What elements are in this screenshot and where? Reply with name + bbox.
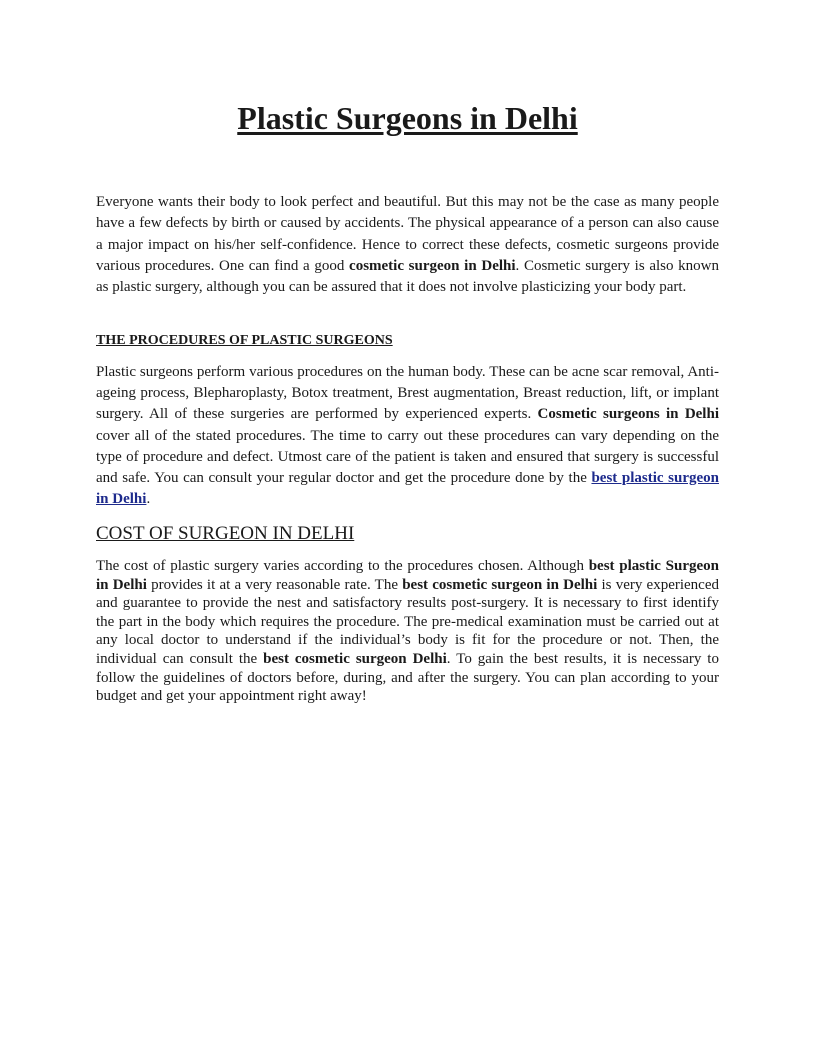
intro-text-2: . Cosmetic surgery is also known as plastic surgery, although you can be assured that it does not involve plasticizing your body part. — [96, 257, 720, 296]
cost-bold-best-cosmetic-surgeon-delhi: best cosmetic surgeon Delhi — [263, 650, 447, 667]
procedures-bold-cosmetic-surgeons: Cosmetic surgeons in Delhi — [537, 406, 719, 423]
procedures-text-2: cover all of the stated procedures. The time to carry out these procedures can vary depending on the type of procedure and defect. Utmost care of the patient is taken and ensured that surgery is successful and safe. You can consult your regular doctor and get the procedure done by the — [96, 427, 719, 487]
cost-text-4: . To gain the best results, it is necessary to follow the guidelines of doctors before, during, and after the surgery. You can plan according to your budget and get your appointment right away! — [96, 650, 719, 705]
cost-bold-best-plastic-surgeon: best plastic Surgeon in Delhi — [96, 558, 720, 593]
intro-bold-cosmetic-surgeon: cosmetic surgeon in Delhi — [349, 257, 516, 274]
cost-text-3: is very experienced and guarantee to provide the nest and satisfactory results post-surgery. It is necessary to first identify the part in the body which requires the procedure. The pre-medical examination must be carried out at any local doctor to understand if the individual’s body is fit for the procedure or not. Then, the individual can consult the — [96, 576, 719, 667]
cost-text-1: The cost of plastic surgery varies according to the procedures chosen. Although — [96, 558, 589, 574]
procedures-paragraph — [96, 362, 719, 510]
procedures-heading: THE PROCEDURES OF PLASTIC SURGEONS — [96, 333, 393, 348]
cost-bold-best-cosmetic-surgeon: best cosmetic surgeon in Delhi — [402, 576, 598, 593]
cost-paragraph — [96, 557, 719, 706]
intro-text-1: Everyone wants their body to look perfect and beautiful. But this may not be the case as many people have a few defects by birth or caused by accidents. The physical appearance of a person can also cause a major impact on his/her self-confidence. Hence to correct these defects, cosmetic surgeons provide various procedures. One can find a good — [96, 194, 719, 274]
procedures-text-3: . — [146, 491, 151, 508]
cost-text-2: provides it at a very reasonable rate. The — [146, 576, 403, 593]
intro-paragraph — [96, 192, 719, 298]
cost-heading: COST OF SURGEON IN DELHI — [96, 523, 355, 544]
procedures-text-1: Plastic surgeons perform various procedures on the human body. These can be acne scar removal, Anti-ageing process, Blepharoplasty, Botox treatment, Brest augmentation, Breast reduction, lift, or implant surgery. All of these surgeries are performed by experienced experts. — [96, 364, 719, 423]
page-title: Plastic Surgeons in Delhi — [237, 100, 578, 136]
best-plastic-surgeon-link[interactable]: best plastic surgeon in Delhi — [96, 470, 719, 508]
